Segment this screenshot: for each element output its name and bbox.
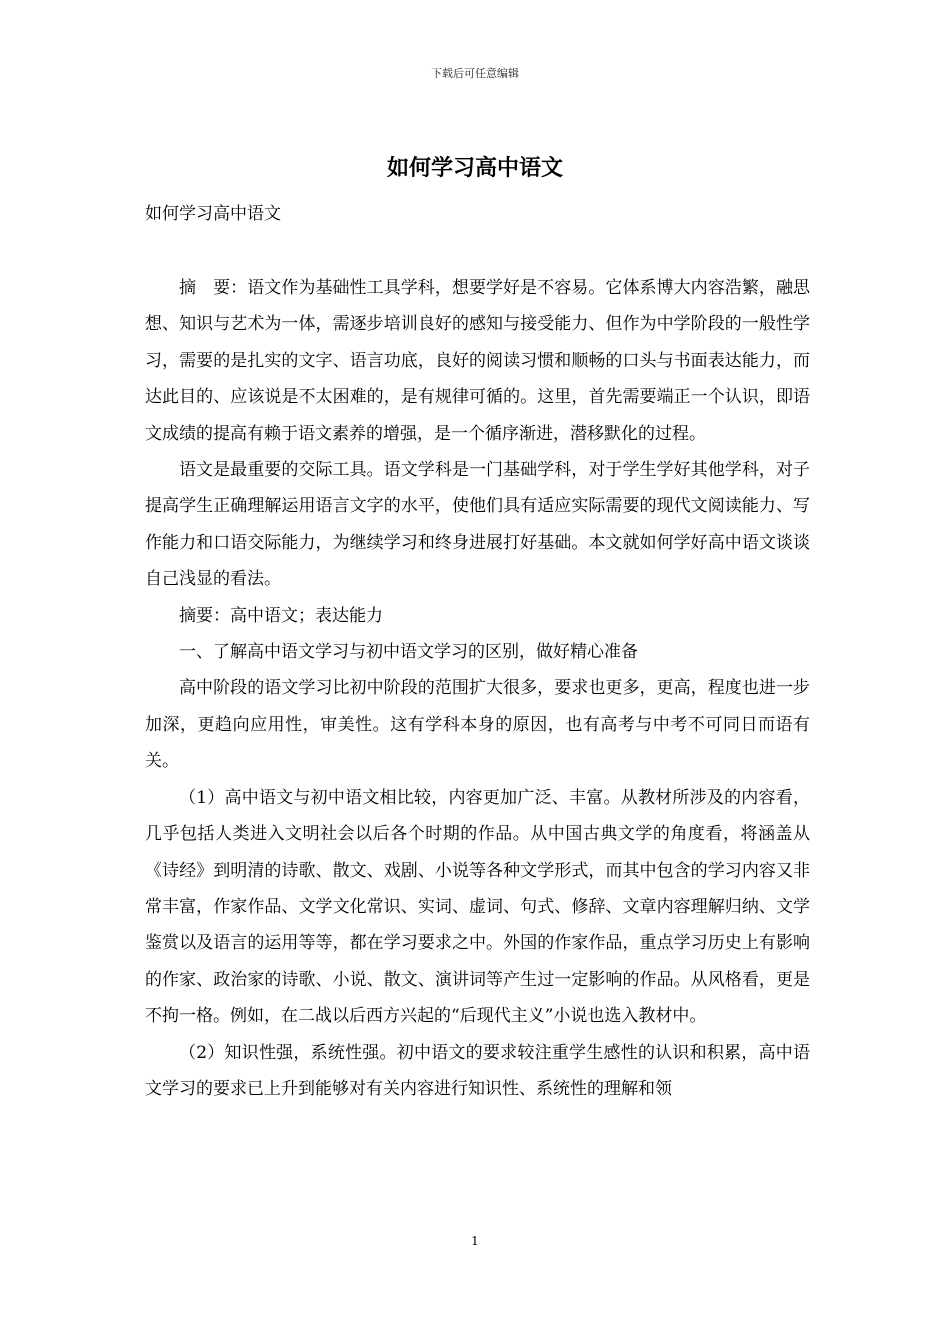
- page-number: 1: [471, 1234, 479, 1248]
- paragraph-keywords: 摘要：高中语文；表达能力: [179, 605, 383, 626]
- paragraph-abstract: 摘 要：语文作为基础性工具学科，想要学好是不容易。它体系博大内容浩繁，融思想、知识与艺术为一体，需逐步培训良好的感知与接受能力、但作为中学阶段的一般性学习，需要的是扎实的文字、语言功底，良好的阅读习惯和顺畅的口头与书面表达能力，而达此目的、应该说是不太困难的，是有规律可循的。这里，首先需要端正一个认识，即语文成绩的提高有赖于语文素养的增强，是一个循序渐进，潜移默化的过程。: [145, 278, 810, 444]
- document-title: 如何学习高中语文: [386, 156, 563, 181]
- page-header: 下载后可任意编辑: [431, 67, 519, 80]
- paragraph-intro: 语文是最重要的交际工具。语文学科是一门基础学科，对于学生学好其他学科，对子提高学生正确理解运用语言文字的水平，使他们具有适应实际需要的现代文阅读能力、写作能力和口语交际能力，为继续学习和终身进展打好基础。本文就如何学好高中语文谈谈自己浅显的看法。: [145, 460, 810, 590]
- section-heading-1: 一、了解高中语文学习与初中语文学习的区别，做好精心准备: [179, 642, 638, 663]
- document-body: [145, 270, 810, 1107]
- document-subtitle: 如何学习高中语文: [145, 204, 281, 224]
- paragraph-point-1: （1）高中语文与初中语文相比较，内容更加广泛、丰富。从教材所涉及的内容看，几乎包括人类进入文明社会以后各个时期的作品。从中国古典文学的角度看，将涵盖从《诗经》到明清的诗歌、散文、戏剧、小说等各种文学形式，而其中包含的学习内容又非常丰富，作家作品、文学文化常识、实词、虚词、句式、修辞、文章内容理解归纳、文学鉴赏以及语言的运用等等，都在学习要求之中。外国的作家作品，重点学习历史上有影响的作家、政治家的诗歌、小说、散文、演讲词等产生过一定影响的作品。从风格看，更是不拘一格。例如，在二战以后西方兴起的“后现代主义”小说也选入教材中。: [145, 787, 810, 1027]
- paragraph-section-1: 高中阶段的语文学习比初中阶段的范围扩大很多，要求也更多，更高，程度也进一步加深，更趋向应用性，审美性。这有学科本身的原因，也有高考与中考不可同日而语有关。: [145, 678, 810, 772]
- paragraph-point-2: （2）知识性强，系统性强。初中语文的要求较注重学生感性的认识和积累，高中语文学习的要求已上升到能够对有关内容进行知识性、系统性的理解和领: [145, 1042, 810, 1099]
